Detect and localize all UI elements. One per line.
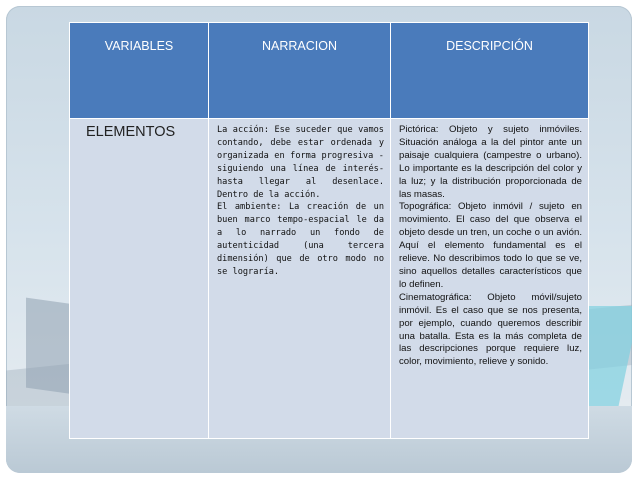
header-descripcion: DESCRIPCIÓN xyxy=(391,23,589,119)
row-label: ELEMENTOS xyxy=(86,124,176,140)
descripcion-cell xyxy=(391,119,589,439)
header-row xyxy=(70,23,589,119)
descripcion-paragraph-pictorica: Pictórica: Objeto y sujeto inmóviles. Situación análoga a la del pintor ante un paisaje cualquiera (campestre o urbano). Lo importante es la descripción del color y la luz; y la distribución proporcionada de las masas. xyxy=(399,124,582,200)
narracion-cell xyxy=(209,119,391,439)
descripcion-text xyxy=(391,119,588,377)
content-table xyxy=(69,22,589,439)
narracion-text xyxy=(209,119,390,438)
table-row xyxy=(70,119,589,439)
narracion-paragraph-accion: La acción: Ese suceder que vamos contando, debe estar ordenada y organizada en forma progresiva - siguiendo una línea de interés- hasta llegar al desenlace. Dentro de la acción. xyxy=(217,125,384,200)
header-variables: VARIABLES xyxy=(70,23,209,119)
descripcion-paragraph-topografica: Topográfica: Objeto inmóvil / sujeto en movimiento. El caso del que observa el objeto desde un tren, un coche o un avión. Aquí el elemento fundamental es el relieve. No describimos todo lo que se ve, sino aquellos detalles característicos que lo definen. xyxy=(399,201,582,290)
header-narracion: NARRACION xyxy=(209,23,391,119)
narracion-paragraph-ambiente: El ambiente: La creación de un buen marco tempo-espacial le da a lo narrado un fondo de autenticidad (una tercera dimensión) que de otro modo no se lograría. xyxy=(217,202,384,277)
row-label-cell xyxy=(70,119,209,439)
descripcion-paragraph-cinematografica: Cinematográfica: Objeto móvil/sujeto inmóvil. Es el caso que se nos presenta, por ejemplo, cuando queremos describir una batalla. Esta es la más completa de las descripciones porque requiere luz, color, movimiento, relieve y sonido. xyxy=(399,291,582,368)
